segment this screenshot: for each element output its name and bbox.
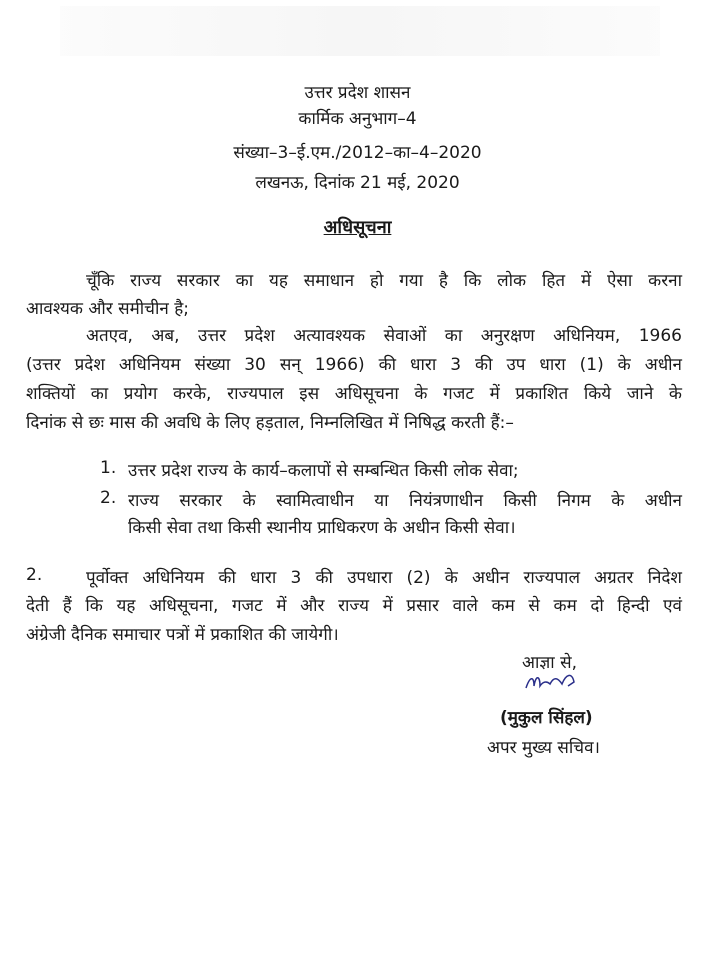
list-item-text: किसी सेवा तथा किसी स्थानीय प्राधिकरण के अधीन किसी सेवा।	[128, 518, 516, 538]
by-order-text: आज्ञा से,	[522, 653, 577, 673]
list-item-text: उत्तर प्रदेश राज्य के कार्य–कलापों से सम्बन्धित किसी लोक सेवा;	[128, 461, 519, 481]
para3-line: देती हैं कि यह अधिसूचना, गजट में और राज्य में प्रसार वाले कम से कम दो हिन्दी एवं	[26, 596, 682, 616]
para2-line: (उत्तर प्रदेश अधिनियम संख्या 30 सन् 1966) की धारा 3 की उप धारा (1) के अधीन	[26, 355, 682, 375]
list-number: 2.	[100, 488, 117, 508]
faded-scan-artifact	[60, 6, 660, 56]
list-number: 1.	[100, 458, 117, 478]
list-item-text: राज्य सरकार के स्वामित्वाधीन या नियंत्रणाधीन किसी निगम के अधीन	[128, 491, 682, 511]
handwritten-signature	[522, 668, 582, 696]
signatory-designation: अपर मुख्य सचिव।	[487, 738, 600, 758]
title-text: अधिसूचना	[323, 217, 392, 238]
document-title	[0, 215, 715, 239]
para2-line: शक्तियों का प्रयोग करके, राज्यपाल इस अधिसूचना के गजट में प्रकाशित किये जाने के	[26, 384, 682, 404]
header-department: कार्मिक अनुभाग–4	[298, 109, 417, 129]
header-reference-number: संख्या–3–ई.एम./2012–का–4–2020	[233, 143, 482, 163]
header-government: उत्तर प्रदेश शासन	[304, 83, 411, 103]
para2-line: दिनांक से छः मास की अवधि के लिए हड़ताल, निम्नलिखित में निषिद्ध करती हैं:–	[26, 413, 514, 433]
signatory-name: (मुकुल सिंहल)	[500, 708, 593, 728]
para3-line: पूर्वोक्त अधिनियम की धारा 3 की उपधारा (2) के अधीन राज्यपाल अग्रतर निदेश	[86, 568, 682, 588]
para3-number: 2.	[26, 565, 43, 585]
para3-line: अंग्रेजी दैनिक समाचार पत्रों में प्रकाशित की जायेगी।	[26, 625, 339, 645]
para1-line: आवश्यक और समीचीन है;	[26, 299, 189, 319]
para1-line: चूँकि राज्य सरकार का यह समाधान हो गया है कि लोक हित में ऐसा करना	[86, 271, 682, 291]
para2-line: अतएव, अब, उत्तर प्रदेश अत्यावश्यक सेवाओं का अनुरक्षण अधिनियम, 1966	[86, 326, 682, 346]
header-place-date: लखनऊ, दिनांक 21 मई, 2020	[255, 173, 460, 193]
